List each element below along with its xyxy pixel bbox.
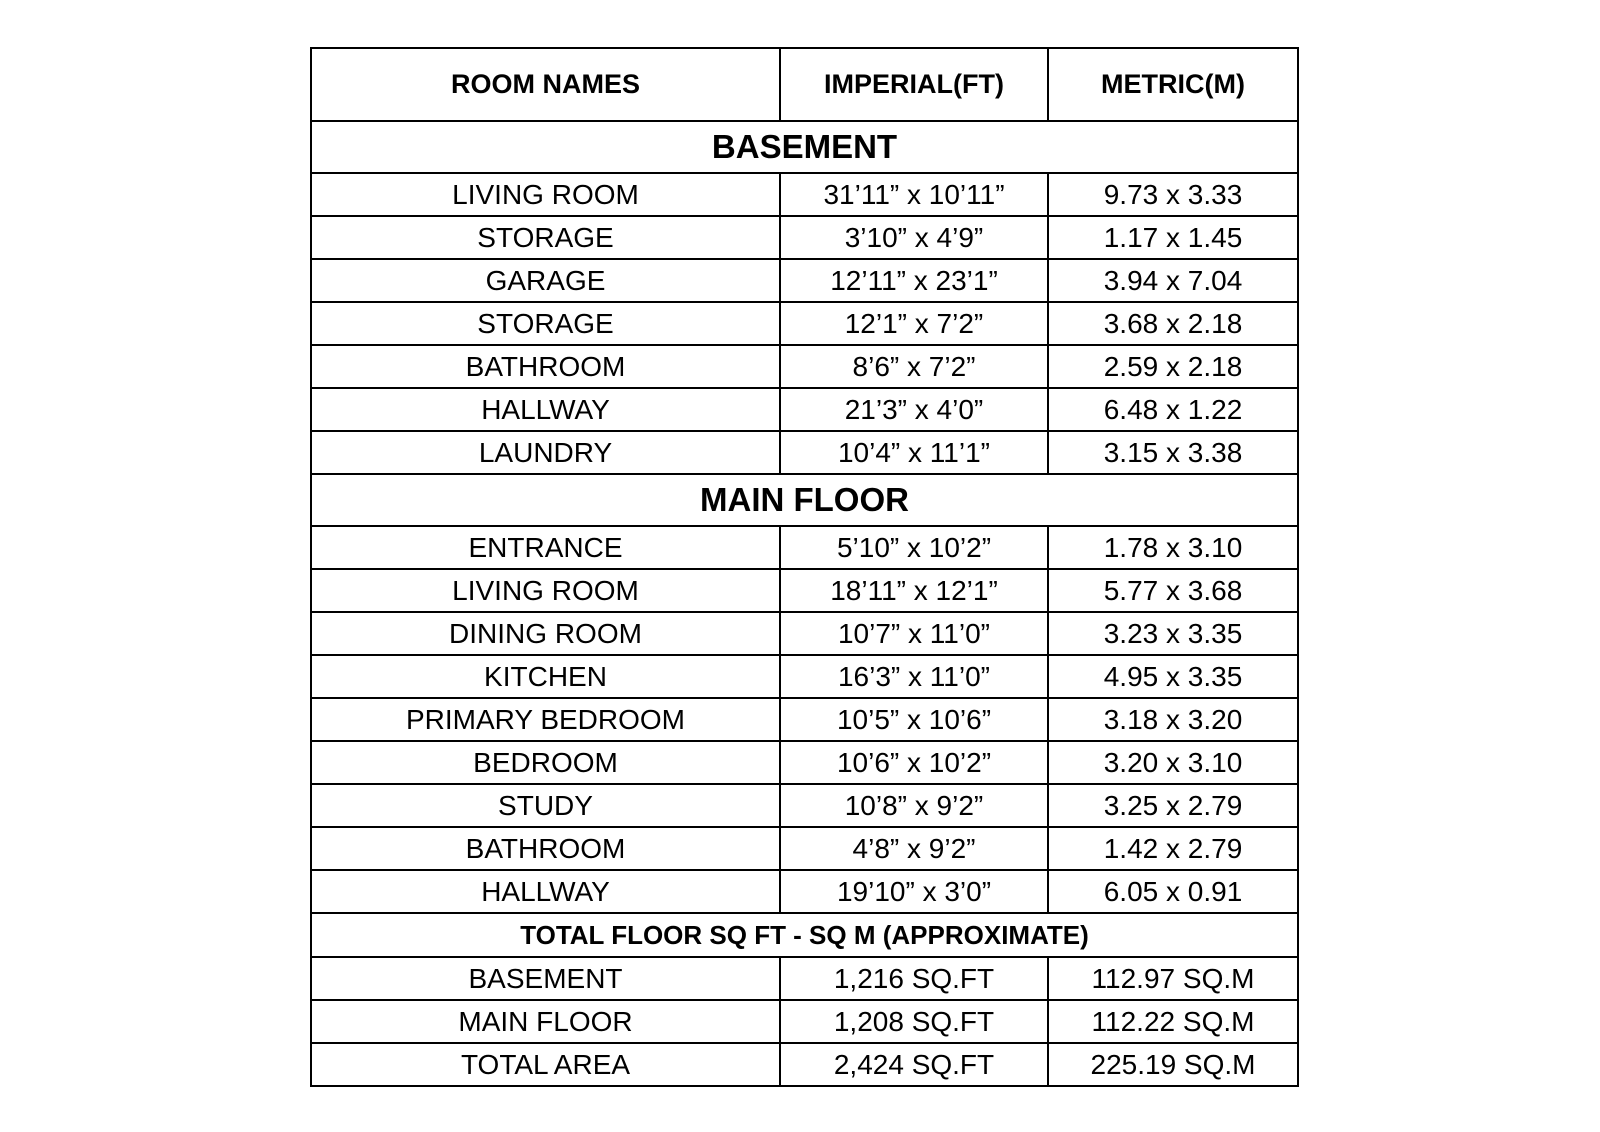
room-name-cell: DINING ROOM (311, 612, 780, 655)
table-row (311, 957, 1298, 1000)
room-name-cell: BATHROOM (311, 345, 780, 388)
header-metric: METRIC(M) (1048, 48, 1298, 121)
table-row (311, 1000, 1298, 1043)
room-name-cell: HALLWAY (311, 388, 780, 431)
metric-cell: 1.78 x 3.10 (1048, 526, 1298, 569)
room-name-cell: BATHROOM (311, 827, 780, 870)
table-body (311, 121, 1298, 1086)
room-name-cell: LIVING ROOM (311, 569, 780, 612)
metric-cell: 3.20 x 3.10 (1048, 741, 1298, 784)
room-name-cell: LIVING ROOM (311, 173, 780, 216)
imperial-cell: 2,424 SQ.FT (780, 1043, 1048, 1086)
room-name-cell: KITCHEN (311, 655, 780, 698)
totals-header (311, 913, 1298, 957)
imperial-cell: 10’6” x 10’2” (780, 741, 1048, 784)
room-dimensions-table (310, 47, 1299, 1087)
room-name-cell: BASEMENT (311, 957, 780, 1000)
imperial-cell: 1,216 SQ.FT (780, 957, 1048, 1000)
table-row (311, 569, 1298, 612)
metric-cell: 3.15 x 3.38 (1048, 431, 1298, 474)
header-imperial: IMPERIAL(FT) (780, 48, 1048, 121)
table-row (311, 259, 1298, 302)
metric-cell: 6.05 x 0.91 (1048, 870, 1298, 913)
table-row (311, 345, 1298, 388)
table-row (311, 741, 1298, 784)
metric-cell: 5.77 x 3.68 (1048, 569, 1298, 612)
metric-cell: 1.42 x 2.79 (1048, 827, 1298, 870)
table-row (311, 870, 1298, 913)
totals-header-title: TOTAL FLOOR SQ FT - SQ M (APPROXIMATE) (311, 913, 1298, 957)
imperial-cell: 19’10” x 3’0” (780, 870, 1048, 913)
imperial-cell: 12’11” x 23’1” (780, 259, 1048, 302)
imperial-cell: 1,208 SQ.FT (780, 1000, 1048, 1043)
imperial-cell: 8’6” x 7’2” (780, 345, 1048, 388)
header-room-names: ROOM NAMES (311, 48, 780, 121)
table-row (311, 612, 1298, 655)
metric-cell: 112.22 SQ.M (1048, 1000, 1298, 1043)
metric-cell: 1.17 x 1.45 (1048, 216, 1298, 259)
metric-cell: 225.19 SQ.M (1048, 1043, 1298, 1086)
room-name-cell: ENTRANCE (311, 526, 780, 569)
imperial-cell: 10’4” x 11’1” (780, 431, 1048, 474)
table-header-row (311, 48, 1298, 121)
metric-cell: 9.73 x 3.33 (1048, 173, 1298, 216)
imperial-cell: 18’11” x 12’1” (780, 569, 1048, 612)
imperial-cell: 5’10” x 10’2” (780, 526, 1048, 569)
imperial-cell: 12’1” x 7’2” (780, 302, 1048, 345)
table-row (311, 302, 1298, 345)
room-name-cell: BEDROOM (311, 741, 780, 784)
room-name-cell: STUDY (311, 784, 780, 827)
metric-cell: 3.23 x 3.35 (1048, 612, 1298, 655)
metric-cell: 3.25 x 2.79 (1048, 784, 1298, 827)
room-name-cell: STORAGE (311, 302, 780, 345)
table-row (311, 1043, 1298, 1086)
room-name-cell: STORAGE (311, 216, 780, 259)
section-header-1 (311, 474, 1298, 526)
imperial-cell: 10’8” x 9’2” (780, 784, 1048, 827)
table-row (311, 784, 1298, 827)
imperial-cell: 10’5” x 10’6” (780, 698, 1048, 741)
imperial-cell: 4’8” x 9’2” (780, 827, 1048, 870)
imperial-cell: 21’3” x 4’0” (780, 388, 1048, 431)
metric-cell: 3.18 x 3.20 (1048, 698, 1298, 741)
room-name-cell: GARAGE (311, 259, 780, 302)
metric-cell: 6.48 x 1.22 (1048, 388, 1298, 431)
imperial-cell: 3’10” x 4’9” (780, 216, 1048, 259)
room-name-cell: TOTAL AREA (311, 1043, 780, 1086)
table-row (311, 431, 1298, 474)
metric-cell: 3.94 x 7.04 (1048, 259, 1298, 302)
metric-cell: 2.59 x 2.18 (1048, 345, 1298, 388)
imperial-cell: 31’11” x 10’11” (780, 173, 1048, 216)
table-row (311, 526, 1298, 569)
table-row (311, 216, 1298, 259)
section-header-1-title: MAIN FLOOR (311, 474, 1298, 526)
table-row (311, 173, 1298, 216)
room-name-cell: HALLWAY (311, 870, 780, 913)
section-header-0 (311, 121, 1298, 173)
room-name-cell: MAIN FLOOR (311, 1000, 780, 1043)
section-header-0-title: BASEMENT (311, 121, 1298, 173)
table-row (311, 655, 1298, 698)
imperial-cell: 10’7” x 11’0” (780, 612, 1048, 655)
table-row (311, 698, 1298, 741)
table-row (311, 388, 1298, 431)
table-row (311, 827, 1298, 870)
metric-cell: 3.68 x 2.18 (1048, 302, 1298, 345)
metric-cell: 112.97 SQ.M (1048, 957, 1298, 1000)
room-name-cell: LAUNDRY (311, 431, 780, 474)
room-name-cell: PRIMARY BEDROOM (311, 698, 780, 741)
imperial-cell: 16’3” x 11’0” (780, 655, 1048, 698)
metric-cell: 4.95 x 3.35 (1048, 655, 1298, 698)
